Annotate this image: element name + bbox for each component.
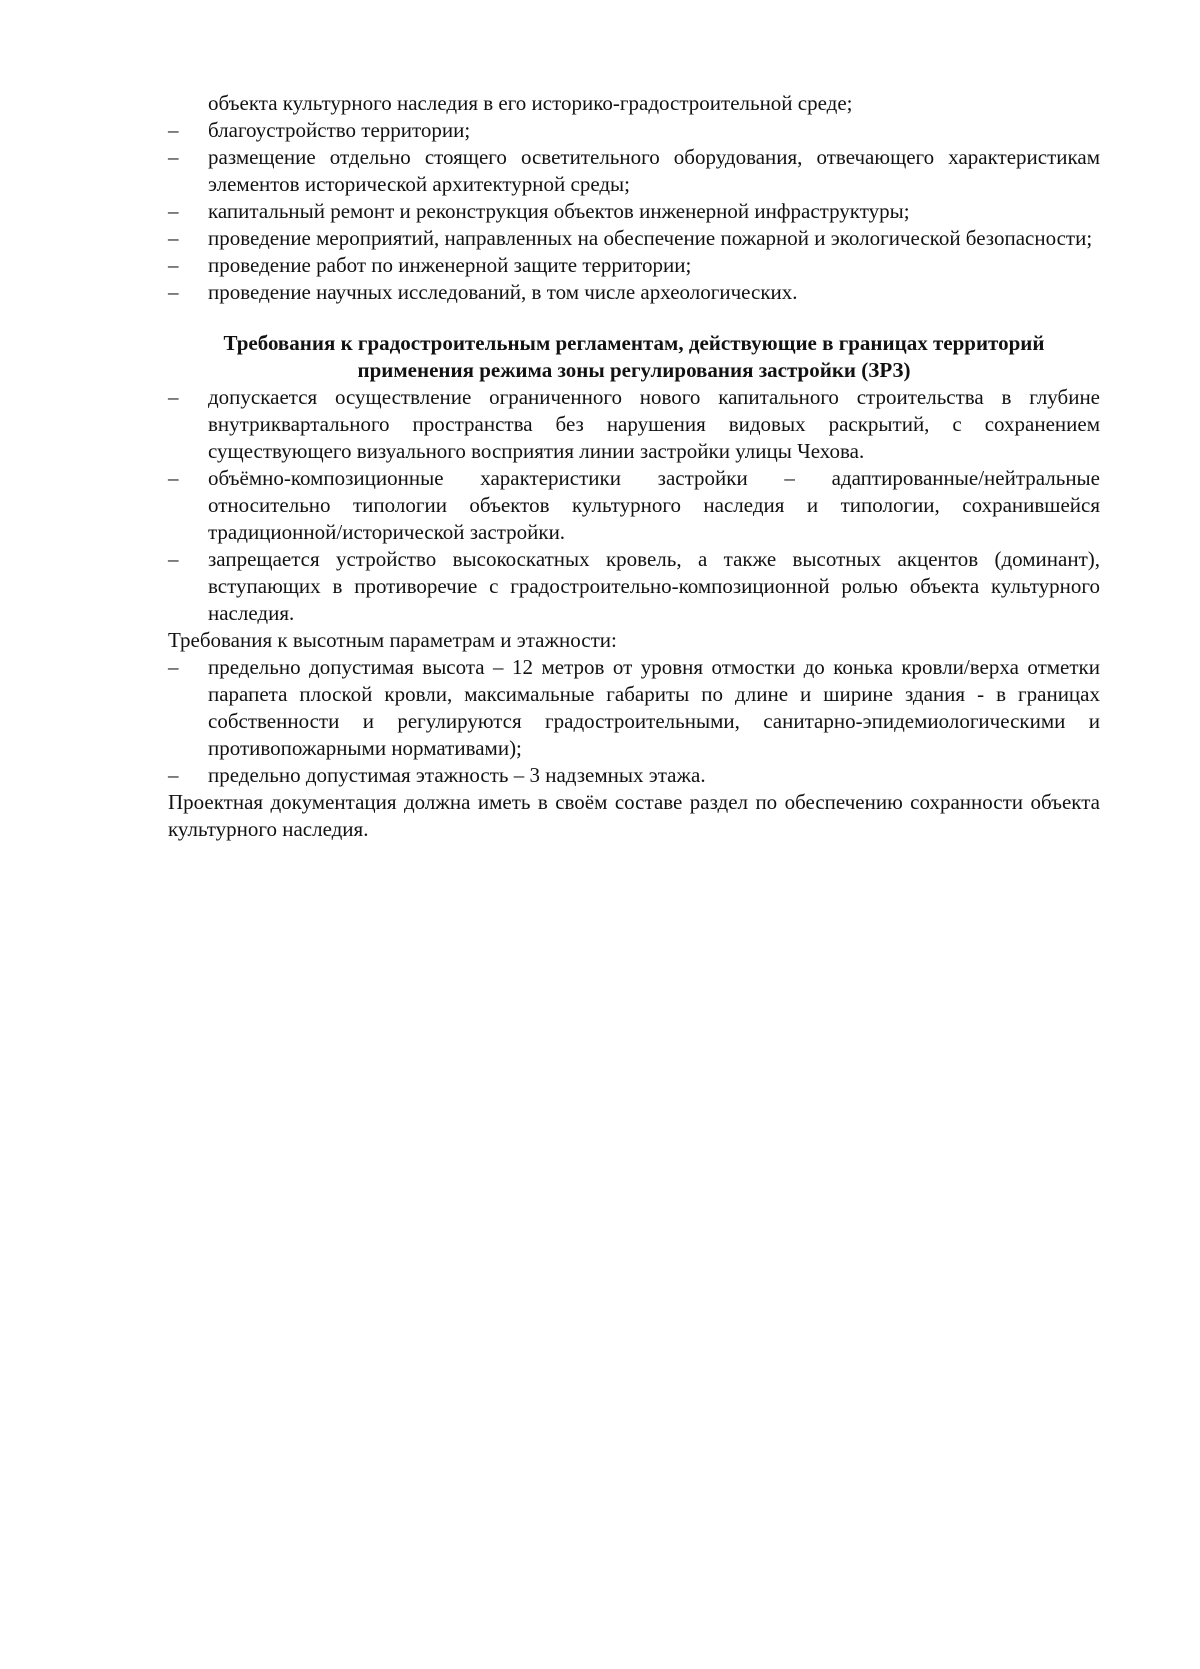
document-body [168, 90, 1100, 843]
dash-bullet: – [168, 199, 179, 223]
dash-bullet: – [168, 280, 179, 304]
list-item-text: проведение мероприятий, направленных на обеспечение пожарной и экологической безопасности; [208, 226, 1093, 250]
list-item-text: запрещается устройство высокоскатных кровель, а также высотных акцентов (доминант), вступающих в противоречие с градостроительно-композиционной ролью объекта культурного наследия. [208, 547, 1100, 625]
list-item [168, 762, 1100, 789]
list-item [168, 117, 1100, 144]
list-item-text: капитальный ремонт и реконструкция объектов инженерной инфраструктуры; [208, 199, 910, 223]
list-item [168, 465, 1100, 546]
zrz-requirements-list [168, 384, 1100, 627]
list-item-text: допускается осуществление ограниченного нового капитального строительства в глубине внутриквартального пространства без нарушения видовых раскрытий, с сохранением существующего визуального восприятия линии застройки улицы Чехова. [208, 385, 1100, 463]
dash-bullet: – [168, 145, 179, 169]
closing-paragraph: Проектная документация должна иметь в своём составе раздел по обеспечению сохранности объекта культурного наследия. [168, 790, 1100, 841]
height-requirements-label: Требования к высотным параметрам и этажности: [168, 628, 617, 652]
list-item-text: объёмно-композиционные характеристики застройки – адаптированные/нейтральные относительно типологии объектов культурного наследия и типологии, сохранившейся традиционной/исторической застройки. [208, 466, 1100, 544]
permitted-works-list [168, 117, 1100, 306]
intro-continuation: объекта культурного наследия в его историко-градостроительной среде; [208, 91, 853, 115]
dash-bullet: – [168, 226, 179, 250]
list-item [168, 198, 1100, 225]
list-item [168, 546, 1100, 627]
list-item-text: предельно допустимая высота – 12 метров от уровня отмостки до конька кровли/верха отметки парапета плоской кровли, максимальные габариты по длине и ширине здания - в границах собственности и регулируются градостроительными, санитарно-эпидемиологическими и противопожарными нормативами); [208, 655, 1100, 760]
dash-bullet: – [168, 547, 179, 571]
list-item-text: проведение научных исследований, в том числе археологических. [208, 280, 798, 304]
dash-bullet: – [168, 655, 179, 679]
list-item-text: предельно допустимая этажность – 3 надземных этажа. [208, 763, 706, 787]
dash-bullet: – [168, 118, 179, 142]
dash-bullet: – [168, 763, 179, 787]
list-item [168, 279, 1100, 306]
section-heading: Требования к градостроительным регламентам, действующие в границах территорий применения режима зоны регулирования застройки (ЗРЗ) [223, 331, 1045, 382]
dash-bullet: – [168, 253, 179, 277]
list-item [168, 144, 1100, 198]
height-requirements-list [168, 654, 1100, 789]
list-item-text: благоустройство территории; [208, 118, 471, 142]
list-item-text: проведение работ по инженерной защите территории; [208, 253, 692, 277]
dash-bullet: – [168, 385, 179, 409]
list-item [168, 225, 1100, 252]
list-item [168, 252, 1100, 279]
list-item [168, 384, 1100, 465]
list-item [168, 654, 1100, 762]
dash-bullet: – [168, 466, 179, 490]
list-item-text: размещение отдельно стоящего осветительного оборудования, отвечающего характеристикам элементов исторической архитектурной среды; [208, 145, 1100, 196]
